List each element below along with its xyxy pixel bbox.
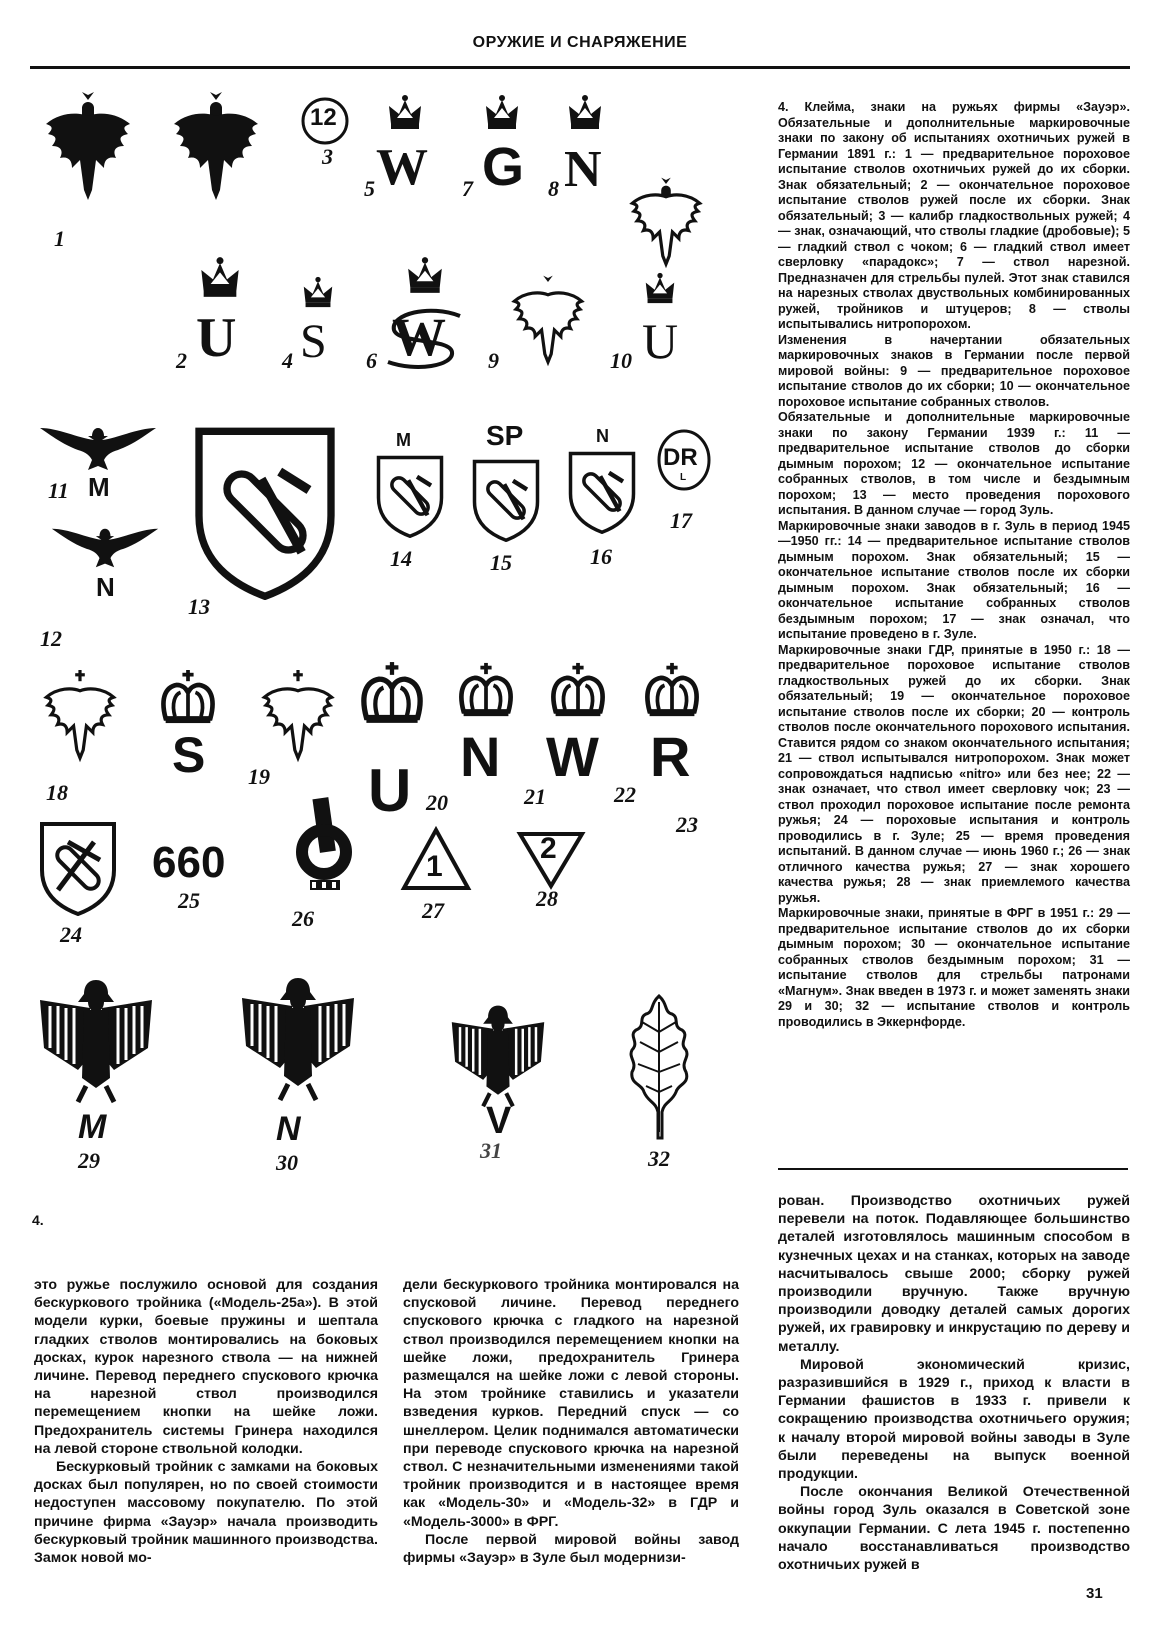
crown-icon xyxy=(404,256,446,294)
mark-letter: 1 xyxy=(426,850,443,883)
mark-number: 22 xyxy=(614,782,636,807)
body-paragraph: рован. Производство охотничьих ружей перевели на поток. Подавляющее большинство деталей изготовлялось машинным способом в кузнечных цехах и на станках, которых на заводе насчитывалось свыше 2000; сборку ружей производили вручную. Также вручную производили доводку деталей самых дорогих ружей, их гравировку и инкрустацию по дереву и металлу. xyxy=(778,1193,1130,1355)
caption-paragraph: Маркировочные знаки, принятые в ФРГ в 1951 г.: 29 — предварительное испытание стволов до их сборки дымным порохом; 30 — окончательное испытание собранных стволов бездымным порохом; 31 — испытание стволов для стрельбы патронами «Магнум». Знак введен в 1973 г. и может заменять знаки 29 и 30; 32 — испытание стволов и контроль проводились в Эккернфорде. xyxy=(778,906,1131,1029)
mark-number: 2 xyxy=(176,348,187,373)
mark-number: 28 xyxy=(536,886,558,911)
text-column-right xyxy=(778,1192,1130,1574)
mark-letter: M xyxy=(88,472,110,502)
suhl-shield-15 xyxy=(470,458,542,542)
caption-paragraph: 4. Клейма, знаки на ружьях фирмы «Зауэр». Обязательные и дополнительные маркировочные знаки по закону об испытаниях охотничьих ружей в Германии 1891 г.: 1 — предварительное пороховое испытание стволов охотничьих ружей до их сборки. Знак обязательный; 2 — окончательное пороховое испытание стволов ружей после их сборки. Знак обязательный; 3 — калибр гладкоствольных ружей; 4 — знак, означающий, что стволы гладкие (дробовые); 5 — гладкий ствол с чоком; 6 — гладкий ствол имеет сверловку «парадокс»; 7 — ствол нарезной. Предназначен для стрельбы пулей. Этот знак ставился на нарезных стволах двуствольных комбинированных ружей, тройников и штуцеров; 8 — стволы испытывались нитропорохом. xyxy=(778,100,1130,331)
mark-number: 11 xyxy=(48,478,69,503)
body-paragraph: это ружье послужило основой для создания бескуркового тройника («Модель-25а»). В этой модели курки, боевые пружины и шептала гладких стволов монтировались на боковых досках, курок нарезного ствола — на нижней личине. Перевод переднего спускового крючка на нарезной ствол производился перемещением кнопки на шейке ложи. Предохранитель системы Гринера находился на левой стороне ствольной колодки. xyxy=(34,1277,378,1457)
mark-number: 19 xyxy=(248,764,270,789)
caption-paragraph: Маркировочные знаки заводов в г. Зуль в период 1945—1950 гг.: 14 — предварительное испытание стволов дымным порохом. Знак обязательный; 15 — окончательное испытание стволов после их сборки дымным порохом. Знак обязательный; 16 — окончательное испытание собранных стволов бездымным порохом; 17 — знак означал, что испытание проведено в г. Зуле. xyxy=(778,518,1130,641)
mark-letter: DR xyxy=(663,444,698,471)
caption-rule xyxy=(778,1168,1128,1170)
mark-letter: G xyxy=(482,137,525,197)
excellent-quality-mark xyxy=(286,796,366,896)
mark-number: 8 xyxy=(548,176,559,201)
mark-number: 17 xyxy=(670,508,692,533)
mark-letter: 2 xyxy=(540,832,557,865)
suhl-shield-13 xyxy=(190,424,340,600)
mark-number: 26 xyxy=(292,906,314,931)
mark-number: 5 xyxy=(364,176,375,201)
mark-letter: M xyxy=(396,430,411,450)
suhl-shield-14 xyxy=(374,454,446,538)
reich-eagle-12 xyxy=(50,526,160,570)
mark-number: 6 xyxy=(366,348,377,373)
crown-icon xyxy=(550,662,606,718)
body-paragraph: После окончания Великой Отечественной войны город Зуль оказался в Советской зоне оккупации Германии. С лета 1945 г. постепенно начало восстанавливаться производство охотничьих ружей в xyxy=(778,1484,1130,1574)
mark-number: 3 xyxy=(322,144,333,169)
figure-caption xyxy=(778,100,1130,1030)
running-header: ОРУЖИЕ И СНАРЯЖЕНИЕ xyxy=(472,34,688,51)
mark-letter: N xyxy=(596,426,609,446)
mark-letter: SP xyxy=(486,420,524,451)
mark-number: 21 xyxy=(524,784,546,809)
mark-letter: U xyxy=(368,757,412,824)
federal-eagle-29 xyxy=(38,978,154,1104)
page-number: 31 xyxy=(1086,1585,1103,1602)
caption-paragraph: Маркировочные знаки ГДР, принятые в 1950 г.: 18 — предварительное пороховое испытание стволов гладкоствольных ружей до их сборки. Знак обязательный; 19 — окончательное пороховое испытание стволов после их сборки; 20 — контроль стволов после окончательного порохового испытания. Ставится рядом со знаком окончательного испытания; 21 — ствол испытывался нитропорохом. Знак может сопровождаться надписью «nitro» или без нее; 22 — знак означает, что ствол имеет сверловку чок; 23 — ствол проходил пороховое испытание после ремонта ружья; 24 — пороховые испытания и контроль проводились в г. Зуле; 25 — время проведения испытаний. В данном случае — июнь 1960 г.; 26 — знак отличного качества ружья; 27 — знак хорошего качества ружья; 28 — знак приемлемого качества ружья. xyxy=(778,642,1130,905)
crown-icon xyxy=(482,94,522,130)
mark-letter: W xyxy=(376,139,428,196)
mark-number: 24 xyxy=(60,922,82,947)
mark-number: 10 xyxy=(610,348,632,373)
caption-paragraph: Изменения в начертании обязательных маркировочных знаков в Германии после первой мировой войны: 9 — предварительное пороховое испытание стволов до их сборки; 10 — окончательное пороховое испытание собранных стволов. xyxy=(778,332,1130,409)
mark-number: 13 xyxy=(188,594,210,619)
mark-letter: L xyxy=(680,472,687,483)
mark-letter: W xyxy=(392,307,446,367)
mark-letter: R xyxy=(650,725,691,788)
crown-icon xyxy=(458,662,514,718)
text-column-left xyxy=(34,1276,378,1567)
reich-eagle-11 xyxy=(38,426,158,472)
mark-number: 15 xyxy=(490,550,512,575)
mark-letter: 660 xyxy=(152,838,226,887)
federal-eagle-31 xyxy=(450,1004,546,1108)
outline-eagle-mark-18 xyxy=(38,670,122,766)
text-column-middle xyxy=(403,1276,739,1567)
crown-icon xyxy=(300,276,336,308)
oak-leaf-mark xyxy=(624,992,694,1142)
suhl-shield-24 xyxy=(38,820,118,916)
caliber-value: 12 xyxy=(310,104,337,131)
crown-icon xyxy=(385,94,425,130)
mark-number: 32 xyxy=(648,1146,670,1171)
mark-number: 1 xyxy=(54,226,65,251)
body-paragraph: После первой мировой войны завод фирмы «Зауэр» в Зуле был модернизи- xyxy=(403,1531,739,1567)
mark-number: 31 xyxy=(480,1138,502,1163)
body-paragraph: дели бескуркового тройника монтировался на спусковой личине. Перевод переднего спускового крючка с гладкого на нарезной ствол производился перемещением кнопки на шейке ложи, предохранитель Гринера размещался на шейке ложи с левой стороны. На этом тройнике ставились и указатели взведения курков. Передний спуск — со шнеллером. Целик поднимался автоматически при переводе спускового крючка на нарезной ствол. С незначительными изменениями такой тройник производится и в настоящее время как «Модель-30» и «Модель-32» в ГДР и «Модель-3000» в ФРГ. xyxy=(403,1277,739,1530)
mark-letter: S xyxy=(172,727,206,783)
mark-letter: N xyxy=(460,725,501,788)
crown-icon xyxy=(644,662,700,718)
imperial-eagle-1 xyxy=(38,90,138,210)
mark-letter: S xyxy=(300,315,327,368)
mark-letter: U xyxy=(642,313,679,369)
mark-number: 27 xyxy=(422,898,444,923)
header-rule xyxy=(30,66,1130,69)
outline-eagle-mark-9 xyxy=(508,274,588,370)
crown-icon xyxy=(565,94,605,130)
suhl-shield-16 xyxy=(566,450,638,534)
crown-icon xyxy=(196,256,244,298)
federal-eagle-30 xyxy=(240,976,356,1102)
figure-label: 4. xyxy=(32,1212,44,1228)
proof-marks-figure xyxy=(30,80,760,1230)
mark-number: 4 xyxy=(282,348,293,373)
body-paragraph: Мировой экономический кризис, разразившийся в 1929 г., приход к власти в Германии фашистов в 1933 г. привели к сокращению производства охотничьего оружия; к началу второй мировой войны заводы в Зуле были переведены на выпуск военной продукции. xyxy=(778,1356,1130,1483)
outline-eagle-mark-19 xyxy=(256,670,340,766)
mark-number: 23 xyxy=(676,812,698,837)
paradox-s-swirl xyxy=(380,308,470,372)
crown-icon xyxy=(642,272,678,304)
mark-number: 14 xyxy=(390,546,412,571)
outline-eagle-nitro-mark xyxy=(626,176,706,272)
mark-letter: W xyxy=(546,725,599,788)
mark-letter: N xyxy=(564,141,602,198)
mark-letter: V xyxy=(486,1100,512,1142)
mark-number: 9 xyxy=(488,348,499,373)
mark-letter: U xyxy=(196,307,237,369)
mark-number: 30 xyxy=(276,1150,298,1175)
imperial-eagle-2 xyxy=(166,90,266,210)
mark-letter: M xyxy=(78,1108,107,1146)
mark-number: 25 xyxy=(178,888,200,913)
mark-letter: N xyxy=(276,1110,301,1148)
caption-paragraph: Обязательные и дополнительные маркировочные знаки по закону Германии 1939 г.: 11 — предварительное испытание стволов до сборки дымным порохом; 12 — окончательное испытание собранных стволов, в том числе и бездымным порохом; 13 — место проведения порохового испытания. В данном случае — город Зуль. xyxy=(778,410,1130,517)
mark-number: 16 xyxy=(590,544,612,569)
mark-number: 20 xyxy=(426,790,448,815)
crown-icon xyxy=(160,670,216,724)
mark-number: 18 xyxy=(46,780,68,805)
crown-icon xyxy=(360,662,424,724)
mark-number: 12 xyxy=(40,626,62,651)
body-paragraph: Бескурковый тройник с замками на боковых досках был популярен, но по своей стоимости недоступен массовому покупателю. По этой причине фирма «Зауэр» начала производить бескурковый тройник машинного производства. Замок новой мо- xyxy=(34,1459,378,1567)
mark-letter: N xyxy=(96,572,115,602)
mark-number: 29 xyxy=(78,1148,100,1173)
mark-number: 7 xyxy=(462,176,473,201)
